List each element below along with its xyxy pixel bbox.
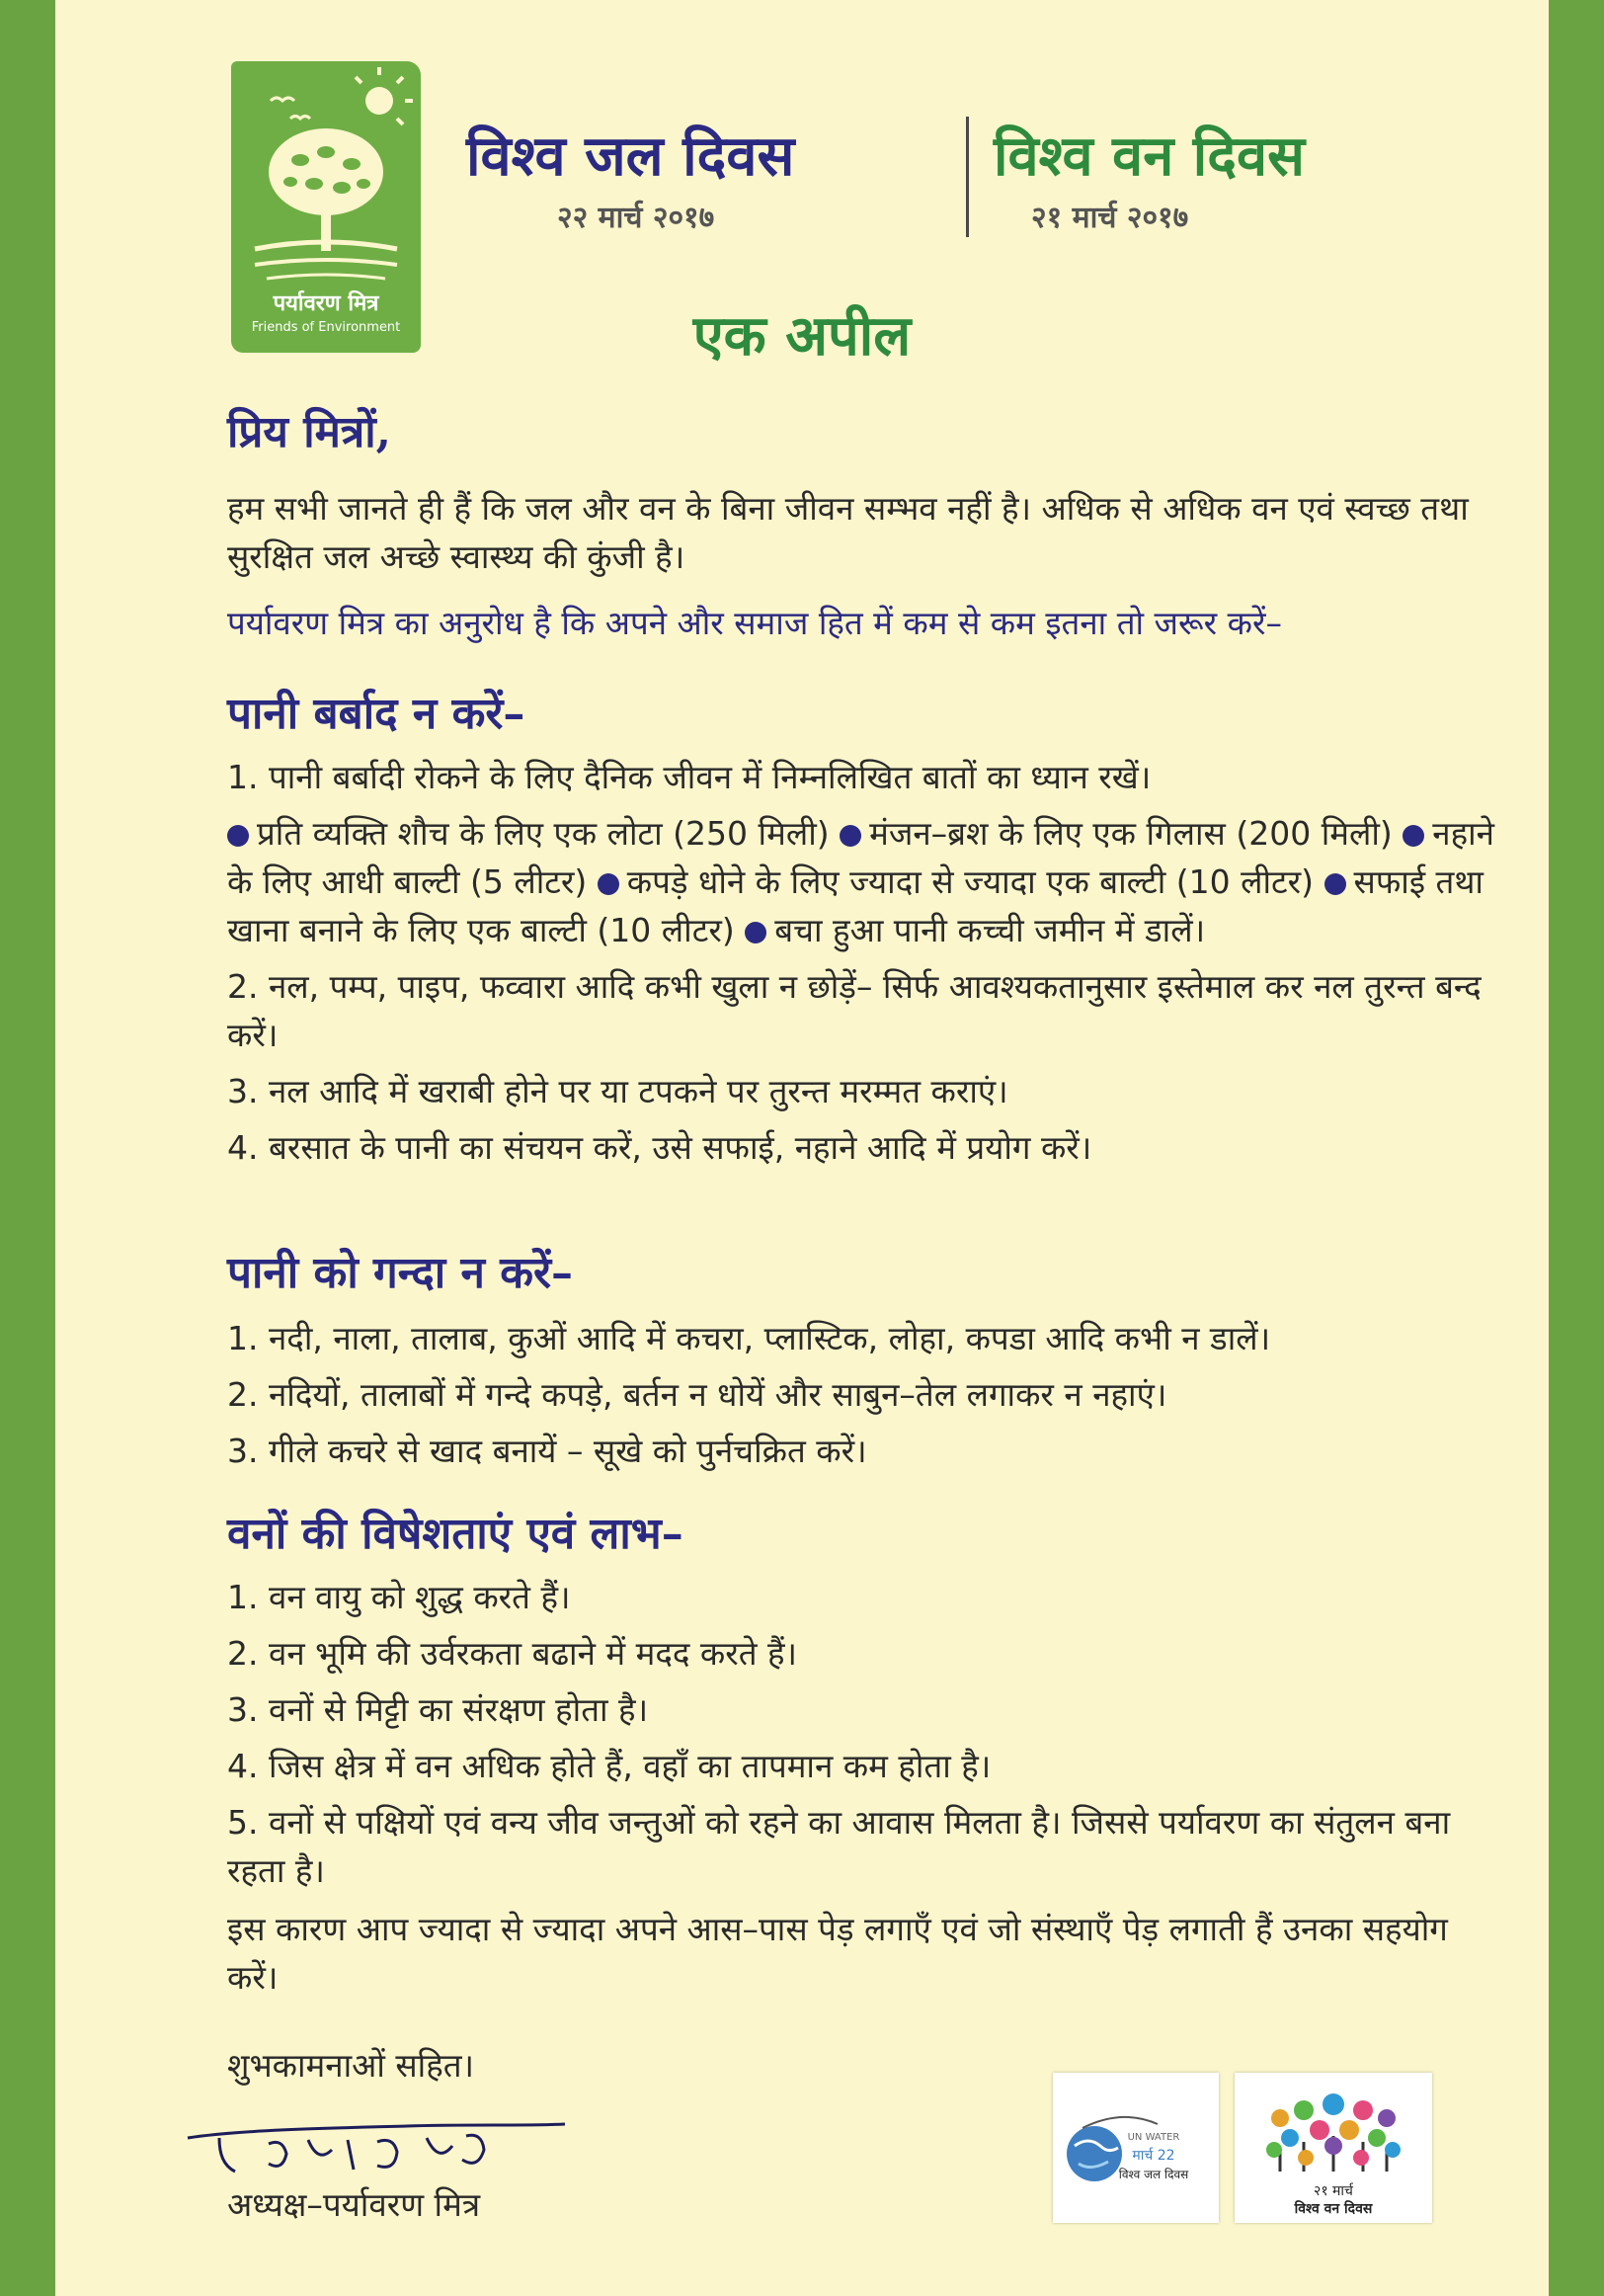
list-item: 3. वनों से मिट्टी का संरक्षण होता है।	[227, 1690, 649, 1729]
bullet-dot-icon	[840, 825, 861, 847]
list-item: 1. नदी, नाला, तालाब, कुओं आदि में कचरा, प्लास्टिक, लोहा, कपडा आदि कभी न डालें।	[227, 1319, 1271, 1357]
bullet-item: सफाई तथा खाना बनाने के लिए एक बाल्टी (10 लीटर)	[227, 862, 1484, 949]
world-forest-day-title: विश्व वन दिवस	[994, 123, 1306, 189]
section-heading-no-waste: पानी बर्बाद न करें–	[227, 689, 525, 739]
list-item: 1. वन वायु को शुद्ध करते हैं।	[227, 1578, 571, 1616]
forest-badge-date: २१ मार्च	[1314, 2183, 1353, 2199]
world-forest-day-date: २१ मार्च २०१७	[1031, 201, 1189, 235]
bullet-item: प्रति व्यक्ति शौच के लिए एक लोटा (250 मिली)	[257, 814, 830, 853]
list-item: 4. जिस क्षेत्र में वन अधिक होते हैं, वहाँ का तापमान कम होता है।	[227, 1747, 992, 1785]
section-heading-forest-benefits: वनों की विषेशताएं एवं लाभ–	[227, 1509, 683, 1559]
water-badge-date: मार्च 22	[1132, 2148, 1175, 2164]
bullet-paragraph	[227, 809, 1501, 954]
world-water-day-date: २२ मार्च २०१७	[557, 201, 715, 235]
bullet-dot-icon	[1403, 825, 1424, 847]
list-item: 3. नल आदि में खराबी होने पर या टपकने पर तुरन्त मरम्मत कराएं।	[227, 1072, 1008, 1110]
section-no-pollution-body	[227, 1314, 1501, 1475]
section-heading-no-pollution: पानी को गन्दा न करें–	[227, 1248, 574, 1298]
list-item: 2. नल, पम्प, पाइप, फव्वारा आदि कभी खुला न छोड़ें– सिर्फ आवश्यकतानुसार इस्तेमाल कर नल तुरन्त बन्द करें।	[227, 967, 1482, 1054]
bullet-item: नहाने के लिए आधी बाल्टी (5 लीटर)	[227, 814, 1494, 901]
list-item: 4. बरसात के पानी का संचयन करें, उसे सफाई, नहाने आदि में प्रयोग करें।	[227, 1128, 1092, 1167]
appeal-title: एक अपील	[692, 303, 912, 369]
poster-page	[55, 0, 1549, 2296]
bullet-dot-icon	[227, 825, 249, 847]
list-item: 2. नदियों, तालाबों में गन्दे कपड़े, बर्तन न धोयें और साबुन–तेल लगाकर न नहाएं।	[227, 1375, 1167, 1414]
water-badge-label: विश्व जल दिवस	[1118, 2168, 1189, 2181]
bullet-item: मंजन–ब्रश के लिए एक गिलास (200 मिली)	[869, 814, 1393, 853]
logo-english-text: Friends of Environment	[251, 320, 401, 335]
bullet-dot-icon	[598, 873, 619, 895]
world-water-day-badge	[1053, 2073, 1219, 2223]
request-text: पर्यावरण मित्र का अनुरोध है कि अपने और समाज हित में कम से कम इतना तो जरूर करें–	[227, 604, 1283, 642]
world-forest-day-badge	[1235, 2073, 1432, 2223]
un-water-label: UN WATER	[1127, 2132, 1180, 2143]
intro-text: हम सभी जानते ही हैं कि जल और वन के बिना जीवन सम्भव नहीं है। अधिक से अधिक वन एवं स्वच्छ तथा सुरक्षित जल अच्छे स्वास्थ्य की कुंजी है।	[227, 489, 1469, 576]
bullet-dot-icon	[745, 922, 766, 943]
bullet-item: कपड़े धोने के लिए ज्यादा से ज्यादा एक बाल्टी (10 लीटर)	[626, 862, 1315, 901]
bullet-dot-icon	[1324, 873, 1346, 895]
signatory-role: अध्यक्ष–पर्यावरण मित्र	[227, 2185, 481, 2224]
list-item: 3. गीले कचरे से खाद बनायें – सूखे को पुर्नचक्रित करें।	[227, 1432, 867, 1470]
world-water-day-title: विश्व जल दिवस	[466, 123, 795, 189]
forest-badge-label: विश्व वन दिवस	[1294, 2201, 1373, 2217]
section-no-waste-body	[227, 753, 1501, 1172]
request-paragraph	[227, 599, 1501, 647]
closing-text: इस कारण आप ज्यादा से ज्यादा अपने आस–पास पेड़ लगाएँ एवं जो संस्थाएँ पेड़ लगाती हैं उनका सहयोग करें।	[227, 1910, 1448, 1997]
salutation: प्रिय मित्रों,	[227, 407, 391, 457]
signature-image	[180, 2114, 575, 2187]
closing-paragraph	[227, 1905, 1501, 2002]
intro-paragraph	[227, 484, 1501, 581]
bullet-item: बचा हुआ पानी कच्ची जमीन में डालें।	[774, 911, 1206, 949]
list-item: 5. वनों से पक्षियों एवं वन्य जीव जन्तुओं को रहने का आवास मिलता है। जिससे पर्यावरण का संतुलन बना रहता है।	[227, 1803, 1451, 1890]
regards-text: शुभकामनाओं सहित।	[227, 2046, 475, 2085]
section-forest-benefits-body	[227, 1573, 1501, 1895]
list-item: 2. वन भूमि की उर्वरकता बढाने में मदद करते हैं।	[227, 1634, 798, 1673]
list-item: 1. पानी बर्बादी रोकने के लिए दैनिक जीवन में निम्नलिखित बातों का ध्यान रखें।	[227, 758, 1152, 796]
logo-hindi-text: पर्यावरण मित्र	[273, 291, 379, 316]
header-divider	[966, 117, 969, 237]
